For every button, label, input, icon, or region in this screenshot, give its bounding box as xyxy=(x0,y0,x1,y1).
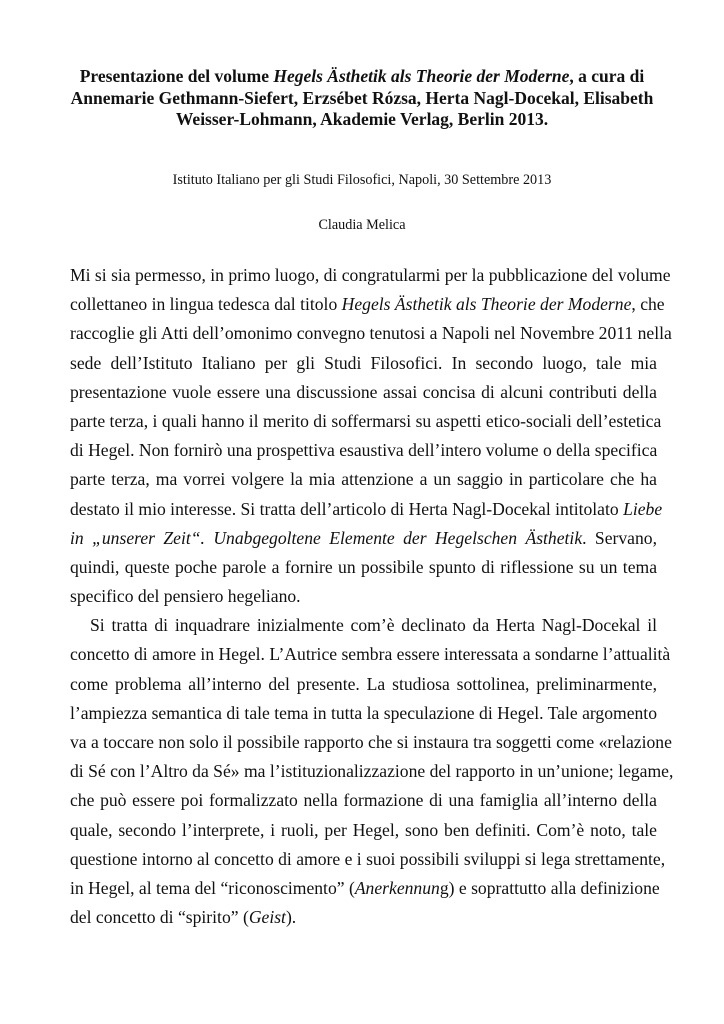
text-segment: destato il mio interesse. Si tratta dell’articolo di Herta Nagl-Docekal intitolato xyxy=(70,498,624,519)
text-segment: Si tratta di inquadrare inizialmente com’è declinato da Herta Nagl-Docekal il xyxy=(90,615,657,636)
text-line xyxy=(70,640,671,669)
text-line xyxy=(70,290,665,319)
text-line xyxy=(70,378,657,407)
text-line xyxy=(70,261,671,290)
text-segment: di Sé con l’Altro da Sé» ma l’istituzionalizzazione del rapporto in un’unione; legame, xyxy=(70,761,674,782)
text-line xyxy=(70,319,672,348)
venue-line: Istituto Italiano per gli Studi Filosofici, Napoli, 30 Settembre 2013 xyxy=(172,172,552,188)
text-segment: parte terza, i quali hanno il merito di soffermarsi su aspetti etico-sociali dell’estetica xyxy=(70,410,662,431)
text-segment: quale, secondo l’interprete, i ruoli, per Hegel, sono ben definiti. Com’è noto, tale xyxy=(70,819,657,840)
text-line xyxy=(70,407,662,436)
text-segment: raccoglie gli Atti dell’omonimo convegno tenutosi a Napoli nel Novembre 2011 nella xyxy=(70,323,672,344)
text-line xyxy=(70,495,663,524)
text-segment: specifico del pensiero hegeliano. xyxy=(70,586,301,607)
paragraph-1 xyxy=(70,261,672,611)
text-line xyxy=(70,436,657,465)
text-line xyxy=(70,524,657,553)
document-title xyxy=(60,66,664,131)
text-segment: sede dell’Istituto Italiano per gli Studi Filosofici. In secondo luogo, tale mia xyxy=(70,352,657,373)
text-line xyxy=(70,786,657,815)
text-segment: quindi, queste poche parole a fornire un possibile spunto di riflessione su un tema xyxy=(70,556,657,577)
italic-text: Anerkennun xyxy=(354,877,440,898)
text-line xyxy=(70,670,657,699)
body-text xyxy=(70,261,674,932)
text-line xyxy=(70,874,660,903)
text-segment: ). xyxy=(285,907,297,928)
italic-text: Geist xyxy=(248,907,286,928)
text-segment: g) e soprattutto alla definizione xyxy=(439,877,660,898)
text-line xyxy=(70,465,657,494)
text-segment: , che xyxy=(631,294,665,315)
text-segment: questione intorno al concetto di amore e i suoi possibili sviluppi si lega strettamente, xyxy=(70,848,666,869)
text-segment: di Hegel. Non fornirò una prospettiva esaustiva dell’intero volume o della specifica xyxy=(70,440,658,461)
text-line xyxy=(70,699,657,728)
title-line-1: Presentazione del volume Hegels Ästhetik als Theorie der Moderne, a cura di xyxy=(79,66,645,86)
text-line xyxy=(70,728,672,757)
text-line xyxy=(70,903,657,932)
text-line xyxy=(70,816,657,845)
text-line xyxy=(70,757,674,786)
text-segment: come problema all’interno del presente. La studiosa sottolinea, preliminarmente, xyxy=(70,673,657,694)
author-name: Claudia Melica xyxy=(318,217,406,233)
text-segment: concetto di amore in Hegel. L’Autrice sembra essere interessata a sondarne l’attualità xyxy=(70,644,671,665)
text-segment: va a toccare non solo il possibile rapporto che si instaura tra soggetti come «relazione xyxy=(70,732,672,752)
paragraph-2 xyxy=(70,611,674,932)
italic-text: Liebe xyxy=(623,498,663,519)
title-line-3: Weisser-Lohmann, Akademie Verlag, Berlin 2013. xyxy=(175,109,549,129)
text-line xyxy=(70,349,657,378)
text-segment: Mi si sia permesso, in primo luogo, di congratularmi per la pubblicazione del volume xyxy=(70,265,671,285)
text-line xyxy=(70,611,657,640)
text-segment: l’ampiezza semantica di tale tema in tutta la speculazione di Hegel. Tale argomento xyxy=(70,702,657,723)
text-segment: del concetto di “spirito” ( xyxy=(70,907,249,928)
text-segment: in Hegel, al tema del “riconoscimento” ( xyxy=(70,877,355,898)
text-line xyxy=(70,582,657,611)
text-segment: presentazione vuole essere una discussione assai concisa di alcuni contributi della xyxy=(70,381,657,402)
text-segment: che può essere poi formalizzato nella formazione di una famiglia all’interno della xyxy=(70,790,657,811)
italic-text: Hegels Ästhetik als Theorie der Moderne xyxy=(341,294,632,315)
text-line xyxy=(70,845,666,874)
title-line-2: Annemarie Gethmann-Siefert, Erzsébet Rózsa, Herta Nagl-Docekal, Elisabeth xyxy=(70,87,654,108)
book-title: Hegels Ästhetik als Theorie der Moderne xyxy=(273,66,570,86)
text-line xyxy=(70,553,657,582)
text-segment: . Servano, xyxy=(582,527,657,548)
text-segment: parte terza, ma vorrei volgere la mia attenzione a un saggio in particolare che ha xyxy=(70,469,657,490)
text-segment: collettaneo in lingua tedesca dal titolo xyxy=(70,294,342,315)
italic-text: in „unserer Zeit“. Unabgegoltene Elemente der Hegelschen Ästhetik xyxy=(70,527,583,548)
